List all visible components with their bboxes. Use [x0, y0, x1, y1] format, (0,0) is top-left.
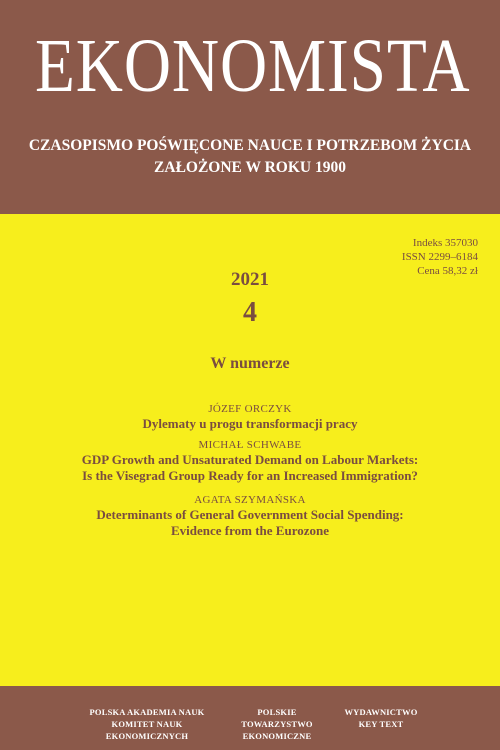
publisher-name-line1: WYDAWNICTWO	[344, 707, 418, 717]
publisher-name-line2: EKONOMICZNE	[242, 731, 312, 741]
article-author: AGATA SZYMAŃSKA	[194, 494, 306, 506]
article-author: JÓZEF ORCZYK	[208, 403, 292, 415]
journal-subtitle-line1: CZASOPISMO POŚWIĘCONE NAUCE I POTRZEBOM ŻYCIA	[28, 137, 472, 154]
article-title-line1: GDP Growth and Unsaturated Demand on Labour Markets:	[81, 452, 419, 467]
publisher-key-text	[336, 706, 426, 730]
article-author: MICHAŁ SCHWABE	[198, 439, 302, 451]
journal-title: EKONOMISTA	[35, 24, 471, 108]
price: Cena 58,32 zł	[417, 265, 478, 277]
issue-year: 2021	[231, 269, 269, 290]
publisher-name-line2: KEY TEXT	[358, 719, 404, 729]
issn-number: ISSN 2299–6184	[401, 251, 478, 263]
issue-number: 4	[243, 297, 257, 328]
journal-subtitle-line2: ZAŁOŻONE W ROKU 1900	[154, 159, 346, 176]
article-entry	[0, 493, 500, 539]
publisher-pte	[222, 706, 332, 742]
article-title: Dylematy u progu transformacji pracy	[142, 416, 358, 431]
publisher-pan	[72, 706, 222, 742]
article-entry	[0, 438, 500, 484]
article-entry	[0, 402, 500, 432]
article-title-line2: Evidence from the Eurozone	[170, 523, 330, 538]
contents-heading: W numerze	[210, 355, 290, 372]
article-title-line1: Determinants of General Government Social Spending:	[96, 507, 404, 522]
publisher-name-line1: POLSKA AKADEMIA NAUK	[89, 707, 205, 717]
publisher-name-line1: POLSKIE TOWARZYSTWO	[241, 707, 313, 729]
article-title-line2: Is the Visegrad Group Ready for an Increased Immigration?	[82, 468, 418, 483]
index-number: Indeks 357030	[412, 237, 478, 249]
publisher-name-line2: KOMITET NAUK EKONOMICZNYCH	[105, 719, 189, 741]
